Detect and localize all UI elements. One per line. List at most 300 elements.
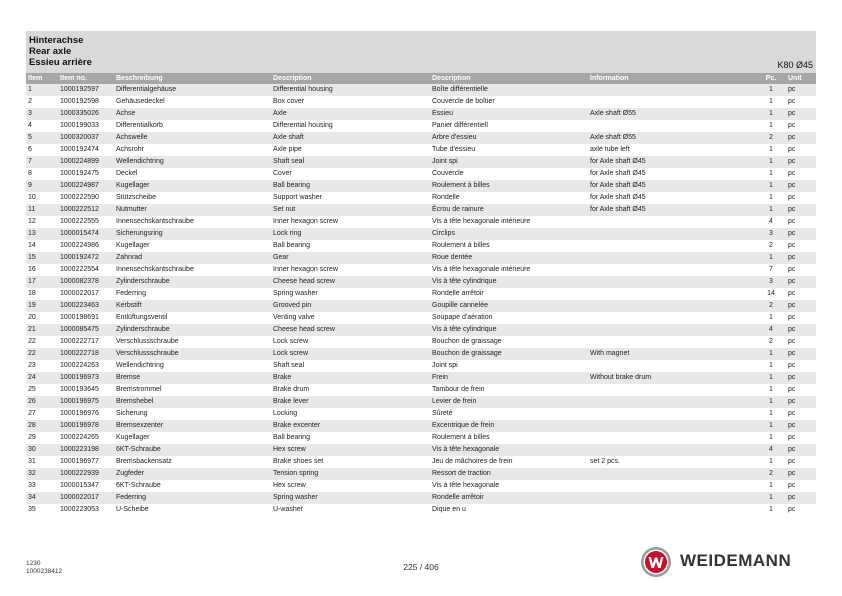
parts-table bbox=[26, 73, 816, 516]
item-cell: 23 bbox=[28, 362, 36, 369]
table-row bbox=[26, 156, 816, 168]
beschreibung-cell: U-Scheibe bbox=[116, 506, 149, 513]
description-fr-cell: Roulement à billes bbox=[430, 180, 588, 192]
beschreibung-cell: Zylinderschraube bbox=[114, 324, 271, 336]
beschreibung-cell: Stützscheibe bbox=[116, 194, 157, 201]
table-row bbox=[26, 408, 816, 420]
title-block bbox=[26, 31, 816, 73]
quantity-cell: 1 bbox=[756, 156, 786, 168]
quantity-cell: 1 bbox=[769, 410, 773, 417]
quantity-cell: 4 bbox=[756, 444, 786, 456]
quantity-cell: 2 bbox=[769, 338, 773, 345]
unit-cell: pc bbox=[786, 300, 816, 312]
brand-name: WEIDEMANN bbox=[680, 551, 792, 570]
table-row bbox=[26, 120, 816, 132]
description-fr-cell: Arbre d'essieu bbox=[430, 132, 588, 144]
column-header-information: Information bbox=[588, 73, 756, 84]
description-en-cell: U-washer bbox=[273, 506, 303, 513]
information-cell: for Axle shaft Ø45 bbox=[588, 156, 756, 168]
beschreibung-cell: Bremsbackensatz bbox=[116, 458, 172, 465]
item-cell: 18 bbox=[28, 290, 36, 297]
description-fr-cell: Joint spi bbox=[430, 156, 588, 168]
information-cell bbox=[588, 360, 756, 372]
item-cell: 13 bbox=[26, 228, 58, 240]
description-fr-cell: Boîte différentielle bbox=[430, 84, 588, 96]
description-fr-cell: Rondelle arrêtoir bbox=[430, 492, 588, 504]
description-en-cell: Axle shaft bbox=[271, 132, 430, 144]
beschreibung-cell: Kugellager bbox=[116, 242, 150, 249]
description-en-cell: Hex screw bbox=[273, 482, 306, 489]
information-cell: set 2 pcs. bbox=[590, 458, 620, 465]
information-cell bbox=[588, 468, 756, 480]
description-fr-cell: Soupape d'aération bbox=[432, 314, 493, 321]
unit-cell: pc bbox=[786, 276, 816, 288]
item-cell: 19 bbox=[26, 300, 58, 312]
quantity-cell: 1 bbox=[756, 84, 786, 96]
description-en-cell: Spring washer bbox=[273, 290, 318, 297]
table-row bbox=[26, 504, 816, 516]
description-en-cell: Lock ring bbox=[271, 228, 430, 240]
unit-cell: pc bbox=[788, 170, 796, 177]
description-fr-cell: Vis à tête cylindrique bbox=[430, 276, 588, 288]
beschreibung-cell: 6KT-Schraube bbox=[114, 444, 271, 456]
table-row bbox=[26, 252, 816, 264]
quantity-cell: 1 bbox=[769, 146, 773, 153]
information-cell: axle tube left bbox=[590, 146, 630, 153]
unit-cell: pc bbox=[786, 84, 816, 96]
table-row bbox=[26, 312, 816, 324]
item-number-cell: 1000223198 bbox=[58, 444, 114, 456]
description-en-cell: Differential housing bbox=[271, 84, 430, 96]
unit-cell: pc bbox=[786, 348, 816, 360]
unit-cell: pc bbox=[788, 266, 796, 273]
table-row bbox=[26, 204, 816, 216]
information-cell bbox=[588, 432, 756, 444]
item-number-cell: 1000192475 bbox=[60, 170, 99, 177]
table-row bbox=[26, 336, 816, 348]
description-fr-cell: Panier différentiell bbox=[432, 122, 488, 129]
unit-cell: pc bbox=[786, 372, 816, 384]
item-cell: 34 bbox=[26, 492, 58, 504]
beschreibung-cell: Gehäusedeckel bbox=[116, 98, 165, 105]
description-en-cell: Grooved pin bbox=[271, 300, 430, 312]
item-cell: 11 bbox=[26, 204, 58, 216]
table-row bbox=[26, 192, 816, 204]
table-row bbox=[26, 180, 816, 192]
item-number-cell: 1000192597 bbox=[58, 84, 114, 96]
item-cell: 14 bbox=[28, 242, 36, 249]
item-number-cell: 1000196977 bbox=[60, 458, 99, 465]
description-fr-cell: Bouchon de graissage bbox=[430, 348, 588, 360]
item-number-cell: 1000192474 bbox=[60, 146, 99, 153]
item-cell: 29 bbox=[28, 434, 36, 441]
table-row bbox=[26, 288, 816, 300]
item-cell: 28 bbox=[26, 420, 58, 432]
information-cell: for Axle shaft Ø45 bbox=[590, 170, 646, 177]
beschreibung-cell: Bremsexzenter bbox=[114, 420, 271, 432]
unit-cell: pc bbox=[788, 506, 796, 513]
description-fr-cell: Tambour de frein bbox=[432, 386, 485, 393]
table-row bbox=[26, 468, 816, 480]
unit-cell: pc bbox=[788, 122, 796, 129]
beschreibung-cell: Deckel bbox=[116, 170, 138, 177]
description-fr-cell: Sûreté bbox=[432, 410, 453, 417]
information-cell bbox=[588, 288, 756, 300]
quantity-cell: 7 bbox=[769, 266, 773, 273]
model-tag: K80 Ø45 bbox=[777, 60, 813, 70]
item-number-cell: 1000223463 bbox=[58, 300, 114, 312]
beschreibung-cell: Sicherung bbox=[116, 410, 148, 417]
item-cell: 31 bbox=[28, 458, 36, 465]
item-number-cell: 1000222555 bbox=[60, 218, 99, 225]
item-cell: 17 bbox=[26, 276, 58, 288]
item-cell: 20 bbox=[28, 314, 36, 321]
information-cell bbox=[588, 324, 756, 336]
information-cell bbox=[588, 276, 756, 288]
beschreibung-cell: Wellendichtring bbox=[114, 156, 271, 168]
item-number-cell: 1000196975 bbox=[58, 396, 114, 408]
table-row bbox=[26, 324, 816, 336]
quantity-cell: 1 bbox=[769, 98, 773, 105]
unit-cell: pc bbox=[788, 458, 796, 465]
table-row bbox=[26, 216, 816, 228]
column-header-item: Item bbox=[26, 73, 58, 84]
unit-cell: pc bbox=[786, 420, 816, 432]
unit-cell: pc bbox=[786, 180, 816, 192]
table-row bbox=[26, 360, 816, 372]
column-header-description-fr: Description bbox=[430, 73, 588, 84]
quantity-cell: 1 bbox=[769, 506, 773, 513]
column-header-pc: Pc. bbox=[756, 73, 786, 84]
description-fr-cell: Vis à tête hexagonale bbox=[432, 482, 500, 489]
item-number-cell: 1000085475 bbox=[58, 324, 114, 336]
description-en-cell: Brake shoes set bbox=[273, 458, 324, 465]
beschreibung-cell: Bremshebel bbox=[114, 396, 271, 408]
unit-cell: pc bbox=[786, 492, 816, 504]
beschreibung-cell: Bremstrommel bbox=[116, 386, 162, 393]
description-en-cell: Inner hexagon screw bbox=[273, 218, 338, 225]
unit-cell: pc bbox=[786, 252, 816, 264]
beschreibung-cell: 6KT-Schraube bbox=[116, 482, 161, 489]
information-cell bbox=[588, 444, 756, 456]
beschreibung-cell: Wellendichtring bbox=[116, 362, 164, 369]
item-number-cell: 1000193645 bbox=[60, 386, 99, 393]
item-number-cell: 1000223053 bbox=[60, 506, 99, 513]
table-row bbox=[26, 84, 816, 96]
information-cell: for Axle shaft Ø45 bbox=[590, 194, 646, 201]
description-fr-cell: Levier de frein bbox=[430, 396, 588, 408]
description-en-cell: Locking bbox=[273, 410, 298, 417]
item-cell: 9 bbox=[26, 180, 58, 192]
item-cell: 1 bbox=[26, 84, 58, 96]
description-fr-cell: Couvercle bbox=[432, 170, 464, 177]
description-fr-cell: Jeu de mâchoires de frein bbox=[432, 458, 513, 465]
table-row bbox=[26, 444, 816, 456]
beschreibung-cell: Achsrohr bbox=[116, 146, 145, 153]
item-number-cell: 1000224986 bbox=[60, 242, 99, 249]
unit-cell: pc bbox=[788, 434, 796, 441]
quantity-cell: 1 bbox=[769, 194, 773, 201]
information-cell bbox=[588, 396, 756, 408]
beschreibung-cell: Federring bbox=[114, 492, 271, 504]
item-cell: 30 bbox=[26, 444, 58, 456]
description-fr-cell: Circlips bbox=[430, 228, 588, 240]
description-en-cell: Differential housing bbox=[273, 122, 333, 129]
beschreibung-cell: Verschlussschraube bbox=[116, 338, 179, 345]
table-row bbox=[26, 264, 816, 276]
beschreibung-cell: Nutmutter bbox=[114, 204, 271, 216]
beschreibung-cell: Zylinderschraube bbox=[114, 276, 271, 288]
item-cell: 22 bbox=[26, 348, 58, 360]
quantity-cell: 1 bbox=[756, 396, 786, 408]
description-en-cell: Brake drum bbox=[273, 386, 310, 393]
beschreibung-cell: Bremse bbox=[114, 372, 271, 384]
beschreibung-cell: Achse bbox=[114, 108, 271, 120]
item-number-cell: 1000222717 bbox=[60, 338, 99, 345]
beschreibung-cell: Kerbstift bbox=[114, 300, 271, 312]
description-en-cell: Tension spring bbox=[271, 468, 430, 480]
information-cell: Without brake drum bbox=[588, 372, 756, 384]
column-header-unit: Unit bbox=[786, 73, 816, 84]
unit-cell: pc bbox=[786, 324, 816, 336]
table-header-row bbox=[26, 73, 816, 84]
item-cell: 26 bbox=[26, 396, 58, 408]
item-number-cell: 1000196978 bbox=[58, 420, 114, 432]
quantity-cell: 1 bbox=[769, 386, 773, 393]
item-cell: 12 bbox=[28, 218, 36, 225]
table-row bbox=[26, 300, 816, 312]
information-cell: Axle shaft Ø55 bbox=[588, 108, 756, 120]
quantity-cell: 2 bbox=[756, 300, 786, 312]
item-cell: 6 bbox=[28, 146, 32, 153]
description-en-cell: Cheese head screw bbox=[271, 276, 430, 288]
description-en-cell: Support washer bbox=[273, 194, 323, 201]
item-cell: 16 bbox=[28, 266, 36, 273]
quantity-cell: 1 bbox=[769, 170, 773, 177]
item-cell: 15 bbox=[26, 252, 58, 264]
description-en-cell: Lock screw bbox=[273, 338, 309, 345]
item-cell: 22 bbox=[28, 338, 36, 345]
description-en-cell: Cover bbox=[273, 170, 292, 177]
information-cell: Axle shaft Ø55 bbox=[588, 132, 756, 144]
information-cell bbox=[588, 252, 756, 264]
information-cell bbox=[588, 336, 756, 348]
information-cell: for Axle shaft Ø45 bbox=[588, 204, 756, 216]
item-number-cell: 1000222554 bbox=[60, 266, 99, 273]
parts-table-body bbox=[26, 84, 816, 516]
quantity-cell: 1 bbox=[769, 434, 773, 441]
footer-doc-number: 1000238412 bbox=[26, 568, 63, 575]
information-cell bbox=[588, 216, 756, 228]
quantity-cell: 4 bbox=[769, 218, 773, 225]
quantity-cell: 3 bbox=[756, 228, 786, 240]
quantity-cell: 1 bbox=[769, 482, 773, 489]
description-en-cell: Axle pipe bbox=[273, 146, 302, 153]
item-number-cell: 1000015347 bbox=[60, 482, 99, 489]
beschreibung-cell: Sicherungsring bbox=[114, 228, 271, 240]
item-cell: 33 bbox=[28, 482, 36, 489]
description-en-cell: Cheese head screw bbox=[271, 324, 430, 336]
quantity-cell: 1 bbox=[756, 204, 786, 216]
quantity-cell: 1 bbox=[769, 458, 773, 465]
description-en-cell: Inner hexagon screw bbox=[273, 266, 338, 273]
weidemann-logo-icon bbox=[640, 546, 672, 578]
description-fr-cell: Couvercle de boîtier bbox=[432, 98, 495, 105]
item-cell: 7 bbox=[26, 156, 58, 168]
unit-cell: pc bbox=[786, 108, 816, 120]
table-row bbox=[26, 168, 816, 180]
beschreibung-cell: Federring bbox=[116, 290, 146, 297]
unit-cell: pc bbox=[788, 98, 796, 105]
quantity-cell: 4 bbox=[756, 324, 786, 336]
description-en-cell: Brake excenter bbox=[271, 420, 430, 432]
description-en-cell: Set nut bbox=[271, 204, 430, 216]
unit-cell: pc bbox=[788, 146, 796, 153]
unit-cell: pc bbox=[786, 468, 816, 480]
column-header-beschreibung: Beschreibung bbox=[114, 73, 271, 84]
beschreibung-cell: Kugellager bbox=[114, 180, 271, 192]
unit-cell: pc bbox=[788, 410, 796, 417]
description-fr-cell: Tube d'essieu bbox=[432, 146, 476, 153]
information-cell bbox=[588, 408, 756, 420]
description-fr-cell: Vis à tête hexagonale bbox=[430, 444, 588, 456]
description-fr-cell: Vis à tête hexagonale intérieure bbox=[432, 266, 531, 273]
beschreibung-cell: Zahnrad bbox=[114, 252, 271, 264]
description-fr-cell: Écrou de rainure bbox=[430, 204, 588, 216]
beschreibung-cell: Differentialgehäuse bbox=[114, 84, 271, 96]
unit-cell: pc bbox=[788, 386, 796, 393]
unit-cell: pc bbox=[788, 242, 796, 249]
item-cell: 25 bbox=[28, 386, 36, 393]
description-fr-cell: Goupille cannelée bbox=[430, 300, 588, 312]
description-en-cell: Hex screw bbox=[271, 444, 430, 456]
title-french: Essieu arrière bbox=[29, 57, 92, 68]
item-cell: 27 bbox=[28, 410, 36, 417]
information-cell: With magnet bbox=[588, 348, 756, 360]
item-cell: 8 bbox=[28, 170, 32, 177]
item-cell: 2 bbox=[28, 98, 32, 105]
quantity-cell: 1 bbox=[756, 108, 786, 120]
quantity-cell: 1 bbox=[769, 314, 773, 321]
item-number-cell: 1000082378 bbox=[58, 276, 114, 288]
item-number-cell: 1000196973 bbox=[58, 372, 114, 384]
description-fr-cell: Frein bbox=[430, 372, 588, 384]
item-number-cell: 1000222590 bbox=[60, 194, 99, 201]
item-number-cell: 1000224987 bbox=[58, 180, 114, 192]
table-row bbox=[26, 108, 816, 120]
information-cell bbox=[588, 120, 756, 132]
item-number-cell: 1000320037 bbox=[58, 132, 114, 144]
description-en-cell: Shaft seal bbox=[273, 362, 305, 369]
information-cell bbox=[588, 384, 756, 396]
quantity-cell: 1 bbox=[756, 348, 786, 360]
description-fr-cell: Joint spi bbox=[432, 362, 458, 369]
beschreibung-cell: Kugellager bbox=[116, 434, 150, 441]
unit-cell: pc bbox=[786, 444, 816, 456]
description-fr-cell: Excentrique de frein bbox=[430, 420, 588, 432]
information-cell bbox=[588, 312, 756, 324]
description-en-cell: Shaft seal bbox=[271, 156, 430, 168]
table-row bbox=[26, 480, 816, 492]
unit-cell: pc bbox=[788, 194, 796, 201]
quantity-cell: 1 bbox=[769, 362, 773, 369]
quantity-cell: 1 bbox=[756, 492, 786, 504]
table-row bbox=[26, 144, 816, 156]
page-number: 225 / 406 bbox=[403, 562, 439, 572]
description-en-cell: Brake bbox=[271, 372, 430, 384]
item-cell: 24 bbox=[26, 372, 58, 384]
item-number-cell: 1000335026 bbox=[58, 108, 114, 120]
description-fr-cell: Roulement à billes bbox=[432, 434, 490, 441]
description-en-cell: Ball bearing bbox=[273, 242, 310, 249]
table-row bbox=[26, 240, 816, 252]
table-row bbox=[26, 396, 816, 408]
item-number-cell: 1000196976 bbox=[60, 410, 99, 417]
description-fr-cell: Essieu bbox=[430, 108, 588, 120]
table-row bbox=[26, 420, 816, 432]
description-en-cell: Ball bearing bbox=[273, 434, 310, 441]
item-number-cell: 1000199033 bbox=[60, 122, 99, 129]
description-fr-cell: Roue dentée bbox=[430, 252, 588, 264]
information-cell bbox=[588, 84, 756, 96]
item-cell: 21 bbox=[26, 324, 58, 336]
unit-cell: pc bbox=[788, 314, 796, 321]
beschreibung-cell: Achswelle bbox=[114, 132, 271, 144]
information-cell bbox=[588, 264, 756, 276]
description-fr-cell: Vis à tête cylindrique bbox=[430, 324, 588, 336]
unit-cell: pc bbox=[788, 482, 796, 489]
quantity-cell: 2 bbox=[769, 242, 773, 249]
quantity-cell: 1 bbox=[756, 420, 786, 432]
unit-cell: pc bbox=[786, 204, 816, 216]
item-number-cell: 1000022017 bbox=[58, 492, 114, 504]
item-number-cell: 1000224263 bbox=[60, 362, 99, 369]
beschreibung-cell: Zugfeder bbox=[114, 468, 271, 480]
description-en-cell: Venting valve bbox=[273, 314, 315, 321]
description-fr-cell: Rondelle arrêtoir bbox=[432, 290, 484, 297]
table-row bbox=[26, 372, 816, 384]
item-number-cell: 1000192472 bbox=[58, 252, 114, 264]
table-row bbox=[26, 96, 816, 108]
information-cell: for Axle shaft Ø45 bbox=[588, 180, 756, 192]
unit-cell: pc bbox=[786, 132, 816, 144]
quantity-cell: 1 bbox=[756, 180, 786, 192]
item-cell: 3 bbox=[26, 108, 58, 120]
table-row bbox=[26, 492, 816, 504]
description-fr-cell: Ressort de traction bbox=[430, 468, 588, 480]
information-cell bbox=[588, 420, 756, 432]
unit-cell: pc bbox=[786, 396, 816, 408]
item-number-cell: 1000222512 bbox=[58, 204, 114, 216]
description-fr-cell: Vis à tête hexagonale intérieure bbox=[432, 218, 531, 225]
item-number-cell: 1000022017 bbox=[60, 290, 99, 297]
description-fr-cell: Bouchon de graissage bbox=[432, 338, 502, 345]
description-fr-cell: Dique en u bbox=[432, 506, 466, 513]
information-cell bbox=[588, 492, 756, 504]
unit-cell: pc bbox=[786, 228, 816, 240]
description-en-cell: Gear bbox=[271, 252, 430, 264]
beschreibung-cell: Differentialkorb bbox=[116, 122, 163, 129]
item-number-cell: 1000222939 bbox=[58, 468, 114, 480]
information-cell bbox=[588, 228, 756, 240]
description-en-cell: Lock screw bbox=[271, 348, 430, 360]
description-en-cell: Axle bbox=[271, 108, 430, 120]
item-cell: 32 bbox=[26, 468, 58, 480]
beschreibung-cell: Verschlussschraube bbox=[114, 348, 271, 360]
table-row bbox=[26, 384, 816, 396]
description-en-cell: Brake lever bbox=[271, 396, 430, 408]
quantity-cell: 1 bbox=[756, 252, 786, 264]
